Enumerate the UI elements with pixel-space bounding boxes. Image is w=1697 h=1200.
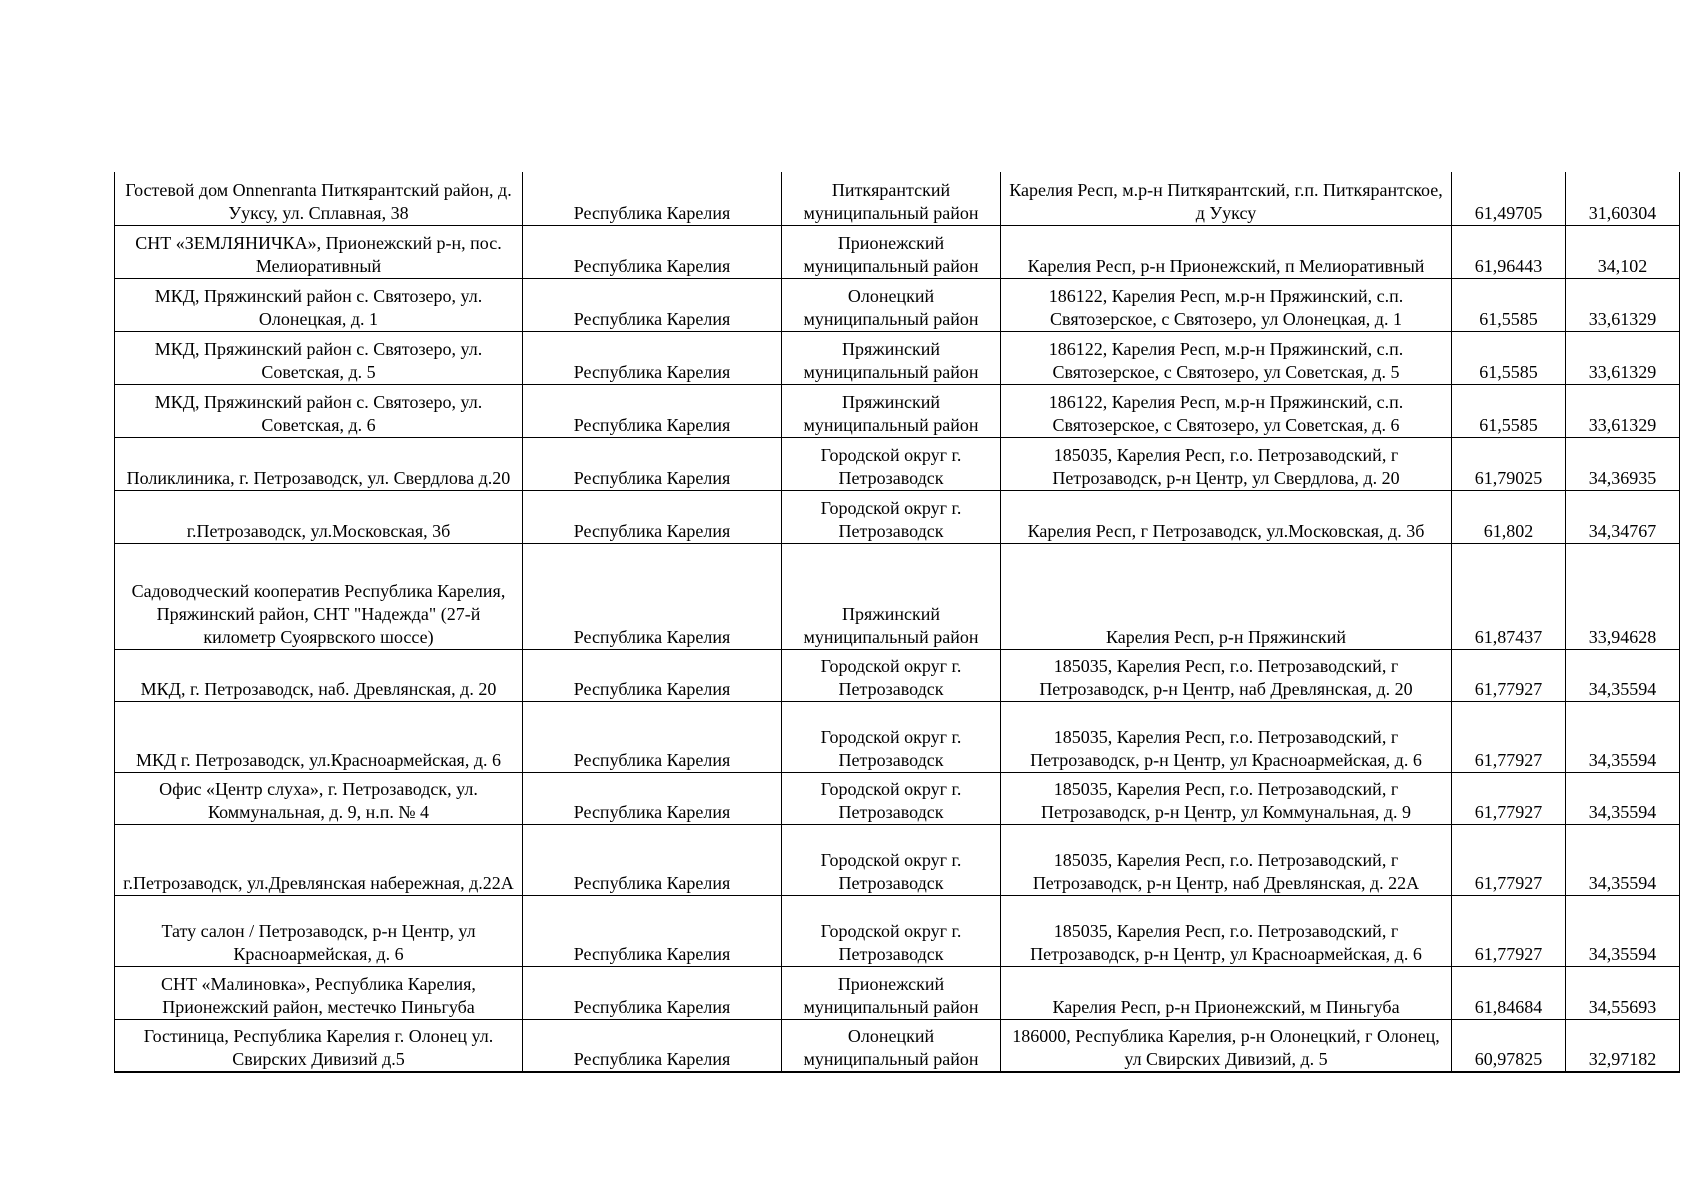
municipality-cell: Городской округ г. Петрозаводск <box>782 649 1001 701</box>
object-name-cell: МКД г. Петрозаводск, ул.Красноармейская, д. 6 <box>115 701 523 772</box>
municipality-cell: Городской округ г. Петрозаводск <box>782 701 1001 772</box>
latitude-cell: 61,5585 <box>1452 331 1566 384</box>
region-cell: Республика Карелия <box>523 701 782 772</box>
municipality-cell: Пряжинский муниципальный район <box>782 384 1001 437</box>
municipality-cell: Прионежский муниципальный район <box>782 225 1001 278</box>
object-name-cell: г.Петрозаводск, ул.Московская, 3б <box>115 490 523 543</box>
municipality-cell: Городской округ г. Петрозаводск <box>782 490 1001 543</box>
longitude-cell: 33,61329 <box>1566 278 1680 331</box>
region-cell: Республика Карелия <box>523 543 782 649</box>
address-cell: 185035, Карелия Респ, г.о. Петрозаводский, г Петрозаводск, р-н Центр, ул Свердлова, д. 20 <box>1001 437 1452 490</box>
latitude-cell: 61,87437 <box>1452 543 1566 649</box>
table-row <box>115 384 1680 437</box>
table-row <box>115 331 1680 384</box>
latitude-cell: 61,5585 <box>1452 278 1566 331</box>
address-cell: 186122, Карелия Респ, м.р-н Пряжинский, с.п. Святозерское, с Святозеро, ул Советская, д. 5 <box>1001 331 1452 384</box>
region-cell: Республика Карелия <box>523 437 782 490</box>
municipality-cell: Пряжинский муниципальный район <box>782 331 1001 384</box>
address-cell: 185035, Карелия Респ, г.о. Петрозаводский, г Петрозаводск, р-н Центр, ул Коммунальная, д. 9 <box>1001 772 1452 824</box>
table-row <box>115 172 1680 225</box>
region-cell: Республика Карелия <box>523 649 782 701</box>
region-cell: Республика Карелия <box>523 1019 782 1072</box>
latitude-cell: 61,84684 <box>1452 966 1566 1019</box>
table-row <box>115 966 1680 1019</box>
table-row <box>115 490 1680 543</box>
region-cell: Республика Карелия <box>523 490 782 543</box>
table-row <box>115 824 1680 895</box>
object-name-cell: Офис «Центр слуха», г. Петрозаводск, ул. Коммунальная, д. 9, н.п. № 4 <box>115 772 523 824</box>
address-cell: 185035, Карелия Респ, г.о. Петрозаводский, г Петрозаводск, р-н Центр, наб Древлянская, д. 22А <box>1001 824 1452 895</box>
region-cell: Республика Карелия <box>523 331 782 384</box>
region-cell: Республика Карелия <box>523 966 782 1019</box>
address-cell: Карелия Респ, р-н Прионежский, п Мелиоративный <box>1001 225 1452 278</box>
municipality-cell: Прионежский муниципальный район <box>782 966 1001 1019</box>
latitude-cell: 61,802 <box>1452 490 1566 543</box>
latitude-cell: 61,77927 <box>1452 649 1566 701</box>
table-row <box>115 225 1680 278</box>
object-name-cell: МКД, Пряжинский район с. Святозеро, ул. Советская, д. 5 <box>115 331 523 384</box>
longitude-cell: 34,34767 <box>1566 490 1680 543</box>
latitude-cell: 61,77927 <box>1452 824 1566 895</box>
longitude-cell: 34,36935 <box>1566 437 1680 490</box>
address-cell: 186122, Карелия Респ, м.р-н Пряжинский, с.п. Святозерское, с Святозеро, ул Олонецкая, д. 1 <box>1001 278 1452 331</box>
longitude-cell: 32,97182 <box>1566 1019 1680 1072</box>
municipality-cell: Питкярантский муниципальный район <box>782 172 1001 225</box>
municipality-cell: Городской округ г. Петрозаводск <box>782 437 1001 490</box>
address-cell: 186000, Республика Карелия, р-н Олонецкий, г Олонец, ул Свирских Дивизий, д. 5 <box>1001 1019 1452 1072</box>
table-row <box>115 1019 1680 1072</box>
address-cell: Карелия Респ, р-н Прионежский, м Пиньгуба <box>1001 966 1452 1019</box>
latitude-cell: 61,77927 <box>1452 895 1566 966</box>
longitude-cell: 34,102 <box>1566 225 1680 278</box>
table-row <box>115 543 1680 649</box>
object-name-cell: СНТ «Малиновка», Республика Карелия, Прионежский район, местечко Пиньгуба <box>115 966 523 1019</box>
municipality-cell: Пряжинский муниципальный район <box>782 543 1001 649</box>
longitude-cell: 33,61329 <box>1566 384 1680 437</box>
table-row <box>115 649 1680 701</box>
latitude-cell: 61,49705 <box>1452 172 1566 225</box>
address-cell: Карелия Респ, г Петрозаводск, ул.Московская, д. 3б <box>1001 490 1452 543</box>
region-cell: Республика Карелия <box>523 278 782 331</box>
address-cell: 185035, Карелия Респ, г.о. Петрозаводский, г Петрозаводск, р-н Центр, ул Красноармейская, д. 6 <box>1001 701 1452 772</box>
address-cell: 185035, Карелия Респ, г.о. Петрозаводский, г Петрозаводск, р-н Центр, наб Древлянская, д. 20 <box>1001 649 1452 701</box>
object-name-cell: МКД, г. Петрозаводск, наб. Древлянская, д. 20 <box>115 649 523 701</box>
municipality-cell: Городской округ г. Петрозаводск <box>782 895 1001 966</box>
municipality-cell: Городской округ г. Петрозаводск <box>782 824 1001 895</box>
municipality-cell: Олонецкий муниципальный район <box>782 278 1001 331</box>
longitude-cell: 34,35594 <box>1566 772 1680 824</box>
longitude-cell: 31,60304 <box>1566 172 1680 225</box>
latitude-cell: 61,5585 <box>1452 384 1566 437</box>
region-cell: Республика Карелия <box>523 172 782 225</box>
latitude-cell: 61,77927 <box>1452 701 1566 772</box>
address-cell: 186122, Карелия Респ, м.р-н Пряжинский, с.п. Святозерское, с Святозеро, ул Советская, д. 6 <box>1001 384 1452 437</box>
longitude-cell: 33,61329 <box>1566 331 1680 384</box>
table-row <box>115 895 1680 966</box>
municipality-cell: Олонецкий муниципальный район <box>782 1019 1001 1072</box>
object-name-cell: Гостиница, Республика Карелия г. Олонец ул. Свирских Дивизий д.5 <box>115 1019 523 1072</box>
region-cell: Республика Карелия <box>523 772 782 824</box>
object-name-cell: Тату салон / Петрозаводск, р-н Центр, ул Красноармейская, д. 6 <box>115 895 523 966</box>
table-row <box>115 772 1680 824</box>
longitude-cell: 34,35594 <box>1566 649 1680 701</box>
object-name-cell: Поликлиника, г. Петрозаводск, ул. Свердлова д.20 <box>115 437 523 490</box>
longitude-cell: 34,35594 <box>1566 824 1680 895</box>
object-name-cell: Гостевой дом Onnenranta Питкярантский район, д. Ууксу, ул. Сплавная, 38 <box>115 172 523 225</box>
object-name-cell: СНТ «ЗЕМЛЯНИЧКА», Прионежский р-н, пос. Мелиоративный <box>115 225 523 278</box>
longitude-cell: 34,55693 <box>1566 966 1680 1019</box>
table-row <box>115 278 1680 331</box>
table-row <box>115 701 1680 772</box>
longitude-cell: 34,35594 <box>1566 701 1680 772</box>
address-cell: Карелия Респ, м.р-н Питкярантский, г.п. Питкярантское, д Ууксу <box>1001 172 1452 225</box>
address-cell: 185035, Карелия Респ, г.о. Петрозаводский, г Петрозаводск, р-н Центр, ул Красноармейская, д. 6 <box>1001 895 1452 966</box>
address-cell: Карелия Респ, р-н Пряжинский <box>1001 543 1452 649</box>
object-name-cell: МКД, Пряжинский район с. Святозеро, ул. Олонецкая, д. 1 <box>115 278 523 331</box>
latitude-cell: 61,96443 <box>1452 225 1566 278</box>
object-name-cell: Садоводческий кооператив Республика Карелия, Пряжинский район, СНТ "Надежда" (27-й километр Суоярвского шоссе) <box>115 543 523 649</box>
region-cell: Республика Карелия <box>523 225 782 278</box>
region-cell: Республика Карелия <box>523 384 782 437</box>
municipality-cell: Городской округ г. Петрозаводск <box>782 772 1001 824</box>
longitude-cell: 33,94628 <box>1566 543 1680 649</box>
region-cell: Республика Карелия <box>523 824 782 895</box>
locations-table <box>114 172 1680 1073</box>
latitude-cell: 60,97825 <box>1452 1019 1566 1072</box>
latitude-cell: 61,77927 <box>1452 772 1566 824</box>
object-name-cell: г.Петрозаводск, ул.Древлянская набережная, д.22А <box>115 824 523 895</box>
latitude-cell: 61,79025 <box>1452 437 1566 490</box>
object-name-cell: МКД, Пряжинский район с. Святозеро, ул. Советская, д. 6 <box>115 384 523 437</box>
longitude-cell: 34,35594 <box>1566 895 1680 966</box>
region-cell: Республика Карелия <box>523 895 782 966</box>
table-row <box>115 437 1680 490</box>
